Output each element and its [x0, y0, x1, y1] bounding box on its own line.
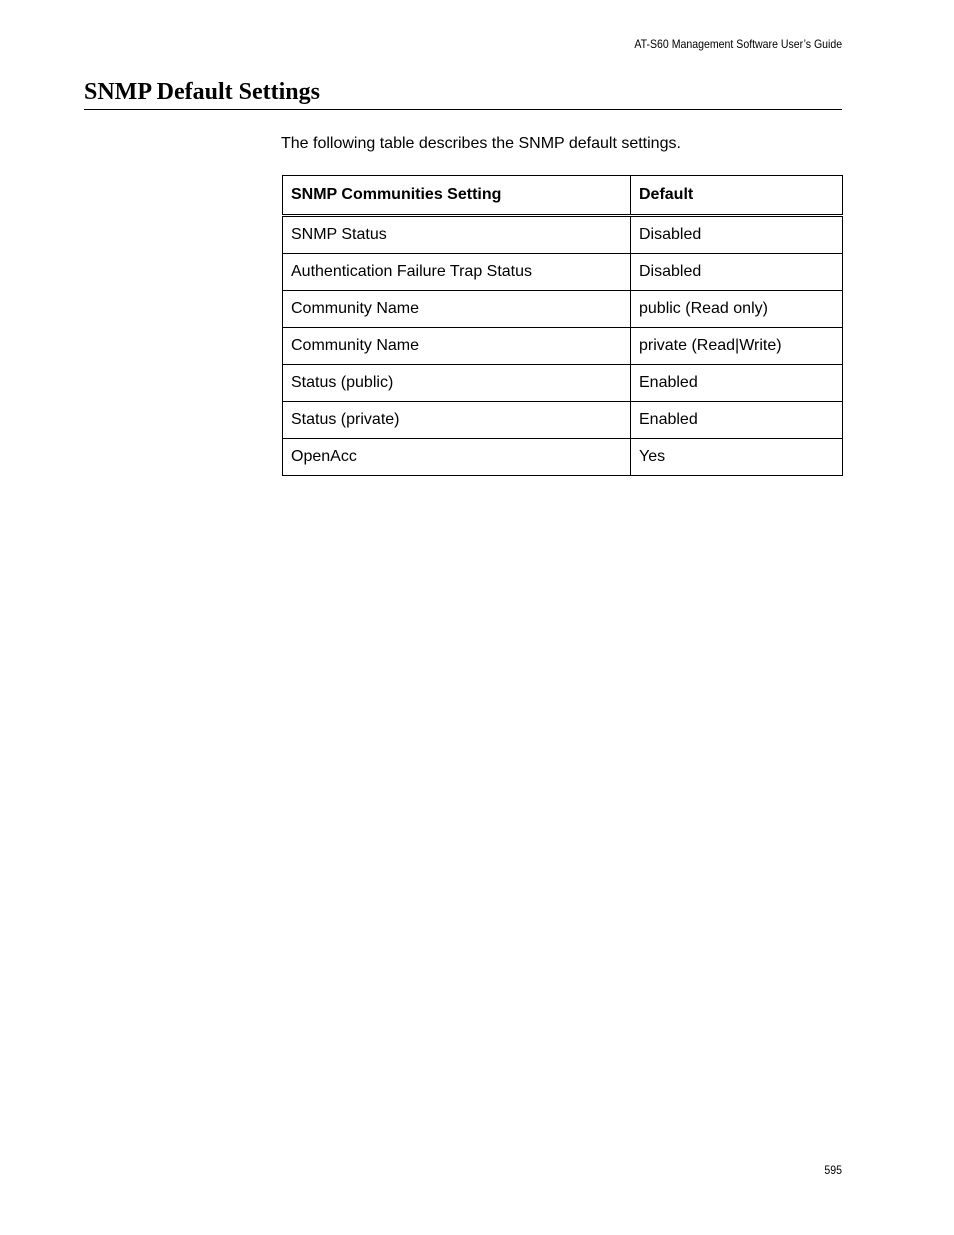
setting-cell: Status (private): [283, 402, 631, 439]
default-cell: Disabled: [631, 254, 843, 291]
table-row: [283, 365, 843, 402]
setting-cell: Authentication Failure Trap Status: [283, 254, 631, 291]
intro-paragraph: The following table describes the SNMP default settings.: [281, 135, 681, 152]
setting-cell: Status (public): [283, 365, 631, 402]
table-row: [283, 254, 843, 291]
table-row: [283, 216, 843, 254]
title-rule: [84, 109, 842, 110]
default-cell: Yes: [631, 439, 843, 476]
setting-cell: Community Name: [283, 328, 631, 365]
default-cell: Disabled: [631, 216, 843, 254]
table-row: [283, 402, 843, 439]
setting-cell: Community Name: [283, 291, 631, 328]
table-row: [283, 291, 843, 328]
table-row: [283, 439, 843, 476]
table-row: [283, 328, 843, 365]
snmp-defaults-table: [282, 175, 843, 476]
running-header: AT-S60 Management Software User’s Guide: [634, 37, 842, 51]
column-header-setting: SNMP Communities Setting: [283, 176, 631, 216]
default-cell: public (Read only): [631, 291, 843, 328]
table-header-row: [283, 176, 843, 216]
page-number: 595: [824, 1163, 842, 1177]
default-cell: Enabled: [631, 365, 843, 402]
column-header-default: Default: [631, 176, 843, 216]
default-cell: Enabled: [631, 402, 843, 439]
setting-cell: SNMP Status: [283, 216, 631, 254]
setting-cell: OpenAcc: [283, 439, 631, 476]
default-cell: private (Read|Write): [631, 328, 843, 365]
section-title: SNMP Default Settings: [84, 79, 320, 105]
